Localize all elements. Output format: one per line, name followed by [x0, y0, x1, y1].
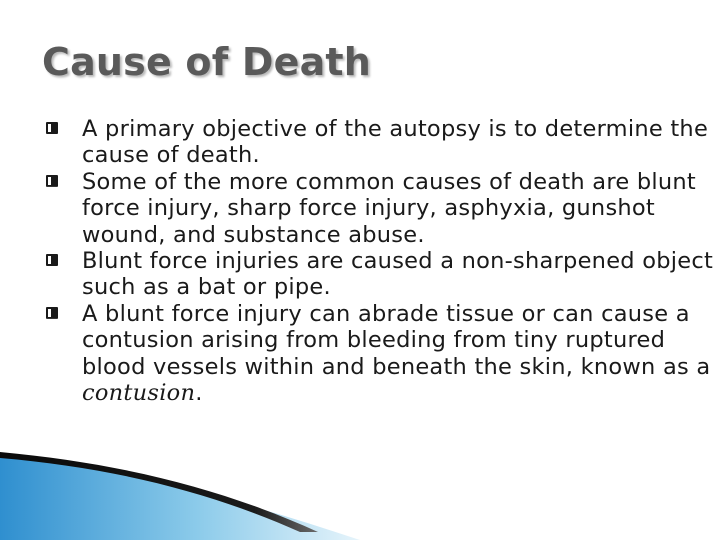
square-bullet-icon — [46, 254, 58, 266]
end-period: . — [195, 380, 203, 407]
bullet-text: A blunt force injury can abrade tissue or can cause a contusion arising from bleeding from tiny ruptured blood vessels within and beneath the skin, known as a — [82, 300, 711, 380]
square-bullet-icon — [46, 122, 58, 134]
square-bullet-icon — [46, 175, 58, 187]
bullet-text: Blunt force injuries are caused a non-sharpened object such as a bat or pipe. — [82, 248, 714, 301]
slide-title: Cause of Death — [42, 40, 372, 84]
bullet-list — [46, 116, 716, 406]
bullet-text: A primary objective of the autopsy is to determine the cause of death. — [82, 116, 709, 169]
square-bullet-icon — [46, 307, 58, 319]
bullet-text: Some of the more common causes of death are blunt force injury, sharp force injury, asphyxia, gunshot wound, and substance abuse. — [82, 168, 696, 248]
emphasis-term: contusion — [82, 380, 196, 407]
bullet-item — [46, 169, 716, 248]
bullet-item — [46, 248, 716, 301]
bullet-item — [46, 301, 716, 407]
bullet-item — [46, 116, 716, 169]
decorative-swoosh — [0, 440, 720, 540]
